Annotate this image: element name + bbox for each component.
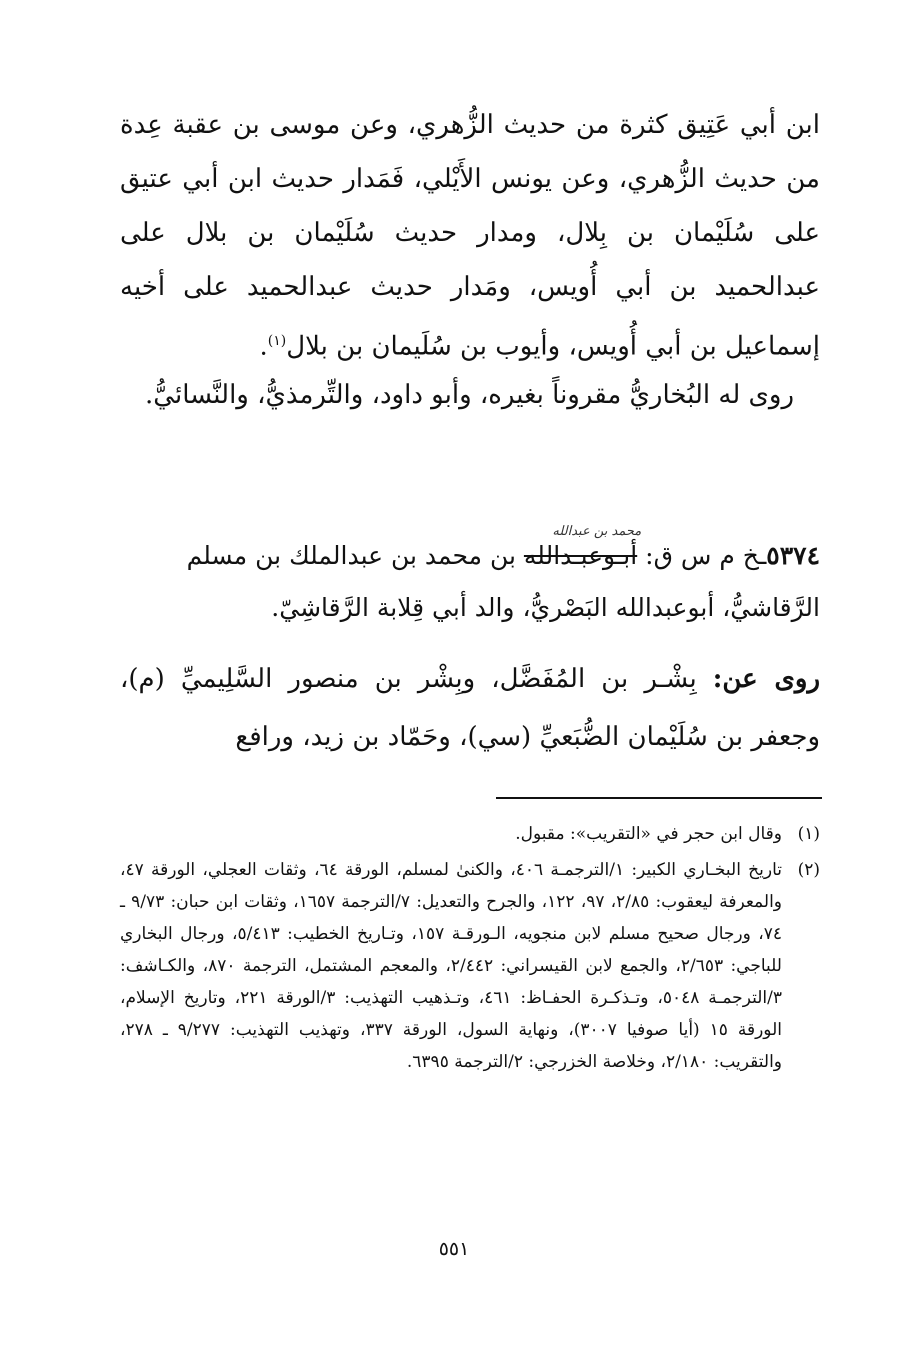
riwaya-lead: روى عن: <box>712 664 821 694</box>
page-number: ٥٥١ <box>438 1238 470 1260</box>
riwaya-paragraph <box>120 650 820 766</box>
entry-number: ٥٣٧٤ <box>766 541 820 570</box>
continuation-paragraph: ابن أبي عَتِيق كثرة من حديث الزُّهري، وعن موسى بن عقبة عِدة من حديث الزُّهري، وعن يونس الأَيْلي، فَمَدار حديث ابن أبي عتيق على سُلَيْمان بن بِلال، ومدار حديث سُلَيْمان بن بلال على عبدالحميد بن أبي أُويس، ومَدار حديث عبدالحميد على أخيه إسماعيل بن أبي أُويس، وأيوب بن سُلَيمان بن بلال$^{(١)}$. <box>120 110 820 362</box>
struck-name-text: أبـوعبـدالله <box>523 541 638 570</box>
entry-codes: ـخ م س ق: <box>637 541 767 570</box>
footnote-1 <box>120 818 820 850</box>
footnote-text: تاريخ البخـاري الكبير: ١/الترجمـة ٤٠٦، والكنىٰ لمسلم، الورقة ٦٤، وثقات العجلي، الورقة ٤٧، والمعرفة ليعقوب: ٢/٨٥، ٩٧، ١٢٢، والجرح والتعديل: ٧/الترجمة ١٦٥٧، وثقات ابن حبان: ٩/٧٣ ـ ٧٤، ورجال صحيح مسلم لابن منجويه، الـورقـة ١٥٧، وتـاريخ الخطيب: ٥/٤١٣، ورجال البخاري للباجي: ٢/٦٥٣، والجمع لابن القيسراني: ٢/٤٤٢، والمعجم المشتمل، الترجمة ٨٧٠، والكـاشف: ٣/الترجمـة ٥٠٤٨، وتـذكـرة الحفـاظ: ٤٦١، وتـذهيب التهذيب: ٣/الورقة ٢٢١، وتاريخ الإسلام، الورقة ١٥ (أيا صوفيا ٣٠٠٧)، ونهاية السول، الورقة ٣٣٧، وتهذيب التهذيب: ٩/٢٧٧ ـ ٢٧٨، والتقريب: ٢/١٨٠، وخلاصة الخزرجي: ٢/الترجمة ٦٣٩٥. <box>120 860 783 1072</box>
footnote-separator <box>496 797 822 799</box>
biography-entry-heading <box>110 524 820 634</box>
footnote-text: وقال ابن حجر في «التقريب»: مقبول. <box>515 824 782 844</box>
footnotes <box>120 818 820 1082</box>
narrators-paragraph: روى له البُخاريُّ مقروناً بغيره، وأبو داود، والتِّرمذيُّ، والنَّسائيُّ. <box>145 380 794 410</box>
continuation-text: ابن أبي عَتِيق كثرة من حديث الزُّهري، وعن موسى بن عقبة عِدة من حديث الزُّهري، وعن يونس الأَيْلي، فَمَدار حديث ابن أبي عتيق على سُلَيْمان بن بِلال، ومدار حديث سُلَيْمان بن بلال على عبدالحميد بن أبي أُويس، ومَدار حديث عبدالحميد على أخيه إسماعيل بن أبي أُويس، وأيوب بن سُلَيمان بن بلال <box>120 110 820 362</box>
riwaya-text: بِشْـر بن المُفَضَّل، وبِشْر بن منصور السَّلِيميِّ (م)، وجعفر بن سُلَيْمان الضُّبَعيِّ (سي)، وحَمّاد بن زيد، ورافع <box>120 664 820 752</box>
struck-name <box>523 524 642 582</box>
footnote-ref-1[interactable]: (١) <box>267 333 287 349</box>
footnote-number: (٢) <box>797 860 820 880</box>
footnote-number: (١) <box>797 824 820 844</box>
footnote-2 <box>120 854 820 1078</box>
entry-rest: بن محمد بن عبدالملك بن مسلم الرَّقاشيُّ، أبوعبدالله البَصْريُّ، والد أبي قِلابة الرَّقاشِيّ. <box>186 541 820 622</box>
handwritten-correction: محمد بن عبدالله <box>552 524 642 539</box>
